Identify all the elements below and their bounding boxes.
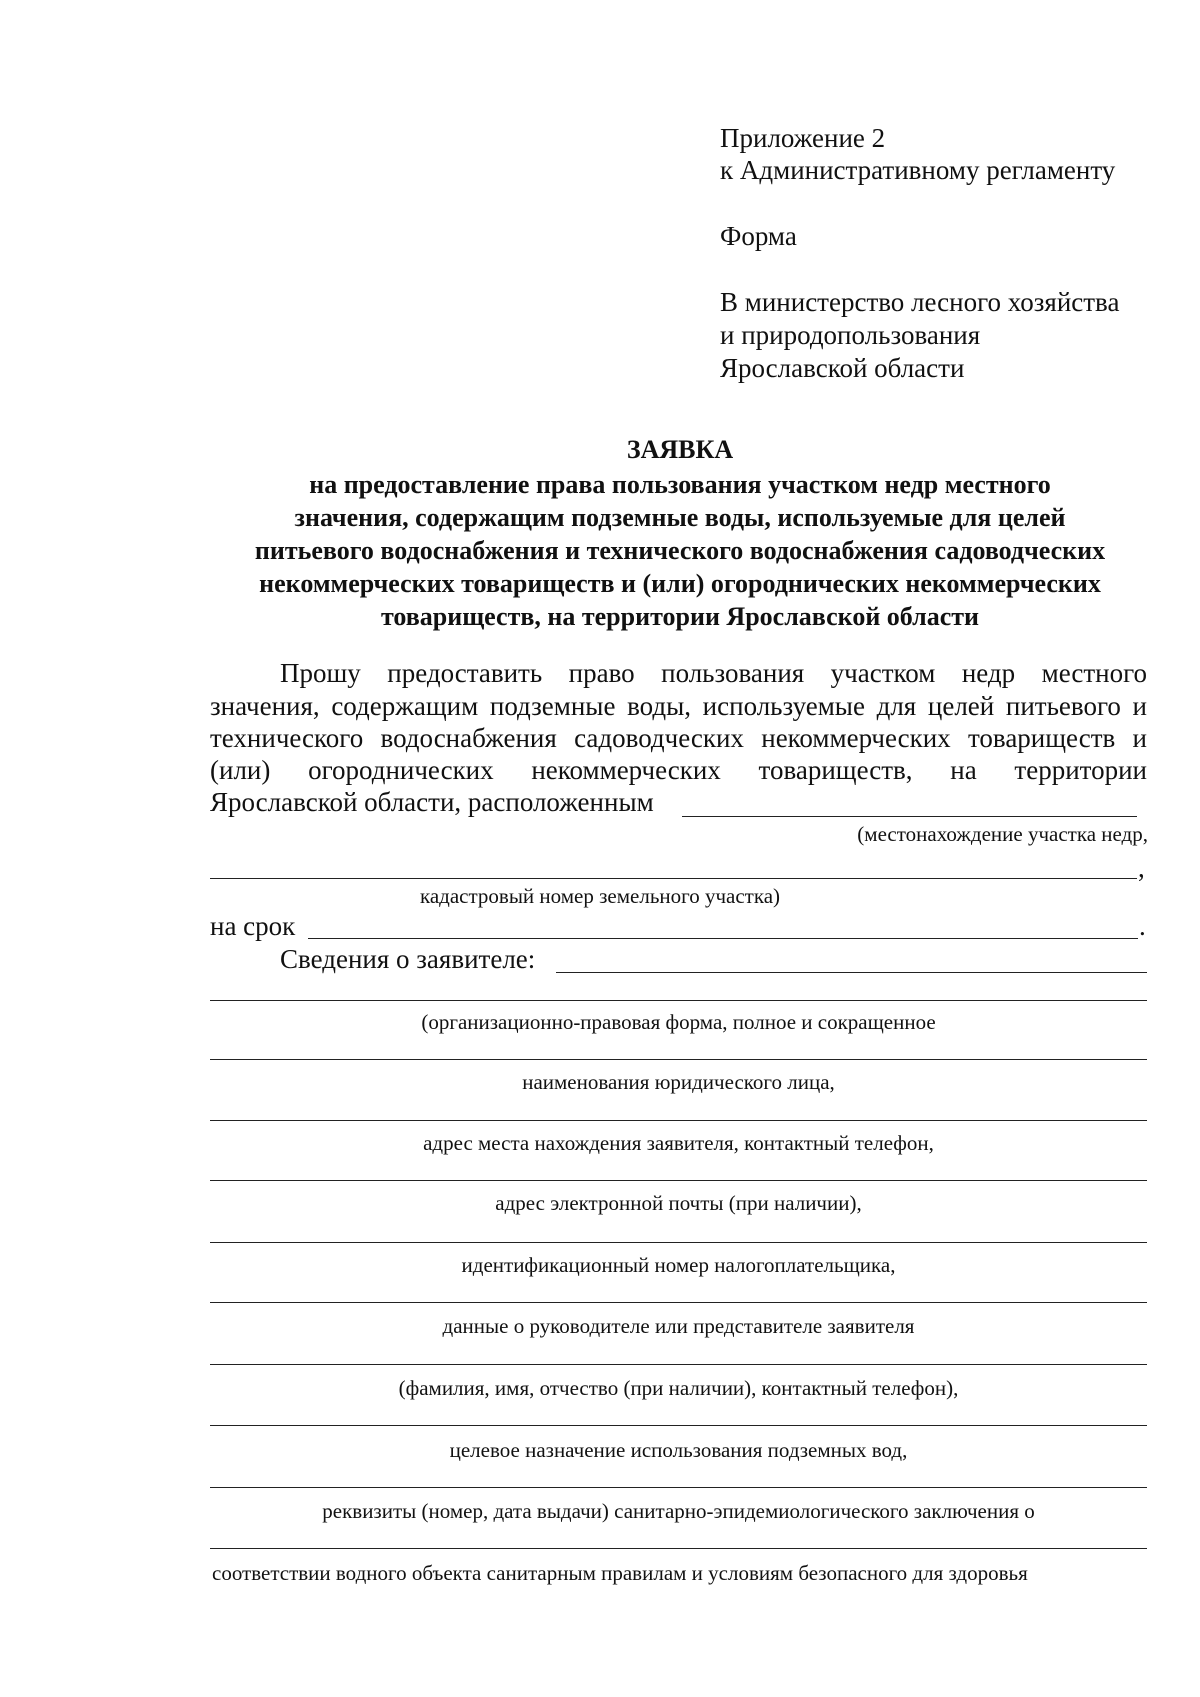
addressee-line-1: В министерство лесного хозяйства bbox=[720, 287, 1120, 317]
title-line-3: питьевого водоснабжения и технического водоснабжения садоводческих bbox=[254, 536, 1106, 565]
title-line-2: значения, содержащим подземные воды, используемые для целей bbox=[294, 503, 1066, 532]
note-requisites: реквизиты (номер, дата выдачи) санитарно-эпидемиологического заключения о bbox=[322, 1499, 1035, 1523]
applicant-blank-8[interactable] bbox=[210, 1425, 1147, 1426]
applicant-fill-line[interactable] bbox=[556, 972, 1147, 973]
applicant-blank-9[interactable] bbox=[210, 1487, 1147, 1488]
appendix-number: Приложение 2 bbox=[720, 123, 886, 153]
location-fill-line[interactable] bbox=[682, 816, 1137, 817]
note-legal-name: наименования юридического лица, bbox=[522, 1070, 835, 1094]
note-email: адрес электронной почты (при наличии), bbox=[495, 1191, 862, 1215]
cadastral-fill-line[interactable] bbox=[210, 878, 1137, 879]
term-label: на срок bbox=[210, 911, 296, 941]
form-label: Форма bbox=[720, 221, 797, 251]
note-purpose: целевое назначение использования подземных вод, bbox=[449, 1438, 908, 1462]
applicant-blank-3[interactable] bbox=[210, 1120, 1147, 1121]
note-cadastral: кадастровый номер земельного участка) bbox=[419, 884, 781, 908]
body-line-4: (или) огороднических некоммерческих товариществ, на территории bbox=[210, 755, 1147, 785]
applicant-blank-6[interactable] bbox=[210, 1302, 1147, 1303]
note-compliance: соответствии водного объекта санитарным правилам и условиям безопасного для здоровья bbox=[212, 1561, 1028, 1585]
applicant-blank-10[interactable] bbox=[210, 1548, 1147, 1549]
title-line-1: на предоставление права пользования участком недр местного bbox=[309, 470, 1051, 499]
comma: , bbox=[1138, 853, 1145, 883]
body-line-2: значения, содержащим подземные воды, используемые для целей питьевого и bbox=[210, 691, 1147, 721]
note-location: (местонахождение участка недр, bbox=[857, 822, 1148, 846]
title-line-4: некоммерческих товариществ и (или) огороднических некоммерческих bbox=[259, 569, 1101, 598]
note-address: адрес места нахождения заявителя, контактный телефон, bbox=[423, 1131, 934, 1155]
applicant-label: Сведения о заявителе: bbox=[280, 944, 536, 974]
applicant-blank-5[interactable] bbox=[210, 1242, 1147, 1243]
addressee-line-2: и природопользования bbox=[720, 320, 981, 350]
body-line-5: Ярославской области, расположенным bbox=[210, 787, 654, 817]
body-line-1: Прошу предоставить право пользования участком недр местного bbox=[280, 658, 1147, 688]
document-title: ЗАЯВКА bbox=[626, 435, 734, 464]
term-end: . bbox=[1139, 911, 1146, 941]
title-line-5: товариществ, на территории Ярославской области bbox=[380, 602, 980, 631]
note-fio: (фамилия, имя, отчество (при наличии), контактный телефон), bbox=[398, 1376, 959, 1400]
applicant-blank-4[interactable] bbox=[210, 1180, 1147, 1181]
note-head-data: данные о руководителе или представителе заявителя bbox=[442, 1314, 915, 1338]
note-org-form: (организационно-правовая форма, полное и сокращенное bbox=[421, 1010, 936, 1034]
addressee-line-3: Ярославской области bbox=[720, 353, 965, 383]
applicant-blank-1[interactable] bbox=[210, 1000, 1147, 1001]
body-line-3: технического водоснабжения садоводческих некоммерческих товариществ и bbox=[210, 723, 1147, 753]
note-inn: идентификационный номер налогоплательщика, bbox=[461, 1253, 896, 1277]
applicant-blank-2[interactable] bbox=[210, 1059, 1147, 1060]
appendix-regulation: к Административному регламенту bbox=[720, 155, 1116, 185]
applicant-blank-7[interactable] bbox=[210, 1364, 1147, 1365]
term-fill-line[interactable] bbox=[308, 938, 1138, 939]
